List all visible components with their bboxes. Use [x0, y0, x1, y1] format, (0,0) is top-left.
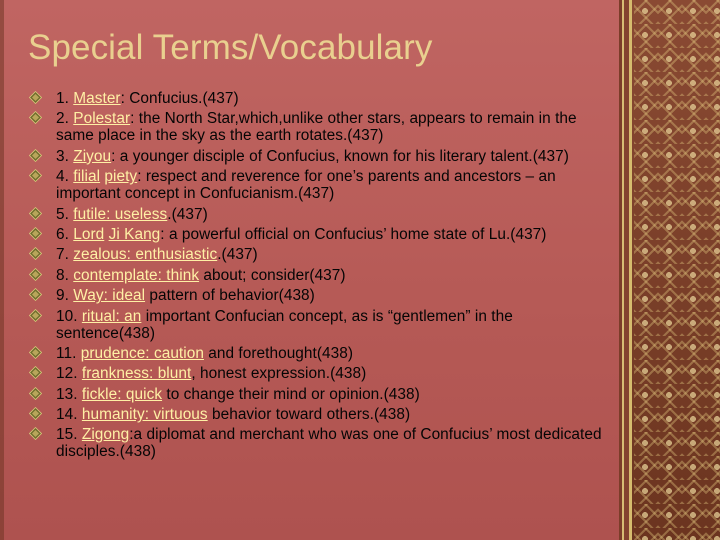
- item-number: 5.: [56, 205, 69, 223]
- vocabulary-term-link[interactable]: Way: ideal: [73, 287, 146, 305]
- definition-text: important Confucian concept, as is “gentlemen” in the sentence(438): [56, 307, 513, 342]
- item-number: 6.: [56, 225, 69, 243]
- definition-text: .(437): [217, 246, 258, 264]
- vocabulary-list: [28, 90, 613, 464]
- slide-title: Special Terms/Vocabulary: [28, 28, 433, 67]
- vocabulary-term-link[interactable]: contemplate: think: [73, 266, 200, 284]
- definition-text: : respect and reverence for one’s parents and ancestors – an important concept in Confucianism.(437): [56, 168, 556, 203]
- item-number: 7.: [56, 246, 69, 264]
- item-number: 2.: [56, 110, 69, 128]
- vocabulary-item: [28, 287, 613, 304]
- diamond-bullet-icon: [29, 288, 42, 301]
- diamond-bullet-icon: [29, 227, 42, 240]
- diamond-bullet-icon: [29, 366, 42, 379]
- vocabulary-term-link[interactable]: fickle: quick: [81, 385, 163, 403]
- item-number: 9.: [56, 287, 69, 305]
- vocabulary-item: [28, 365, 613, 382]
- item-number: 14.: [56, 406, 78, 424]
- vocabulary-item: [28, 308, 613, 342]
- diamond-bullet-icon: [29, 247, 42, 260]
- vocabulary-item: [28, 226, 613, 243]
- diamond-bullet-icon: [29, 149, 42, 162]
- vocabulary-item: [28, 386, 613, 403]
- definition-text: :a diplomat and merchant who was one of Confucius’ most dedicated disciples.(438): [56, 426, 602, 461]
- definition-text: : Confucius.(437): [120, 90, 239, 107]
- diamond-bullet-icon: [29, 407, 42, 420]
- item-number: 11.: [56, 344, 77, 362]
- vocabulary-item: [28, 267, 613, 284]
- vocabulary-term-link[interactable]: zealous: enthusiastic: [73, 246, 218, 264]
- vocabulary-item: [28, 90, 613, 107]
- diamond-bullet-icon: [29, 387, 42, 400]
- diamond-bullet-icon: [29, 268, 42, 281]
- vocabulary-item: [28, 426, 613, 460]
- ornamental-pattern: [634, 0, 720, 540]
- vocabulary-item: [28, 110, 613, 144]
- vocabulary-term-link[interactable]: humanity: virtuous: [81, 406, 208, 424]
- diamond-bullet-icon: [29, 207, 42, 220]
- diamond-bullet-icon: [29, 169, 42, 182]
- definition-text: : the North Star,which,unlike other stars, appears to remain in the same place in the sky as the earth rotates.(437): [56, 110, 577, 145]
- vocabulary-term-link[interactable]: Lord: [73, 225, 105, 243]
- vocabulary-term-link[interactable]: ritual: an: [81, 307, 142, 325]
- vocabulary-term-link[interactable]: filial: [73, 168, 101, 186]
- diamond-bullet-icon: [29, 91, 42, 104]
- definition-text: to change their mind or opinion.(438): [162, 385, 420, 403]
- vocabulary-term-link[interactable]: frankness: blunt: [81, 365, 192, 383]
- vocabulary-item: [28, 148, 613, 165]
- diamond-bullet-icon: [29, 111, 42, 124]
- vocabulary-term-link[interactable]: piety: [104, 168, 138, 186]
- right-decorative-border: [619, 0, 720, 540]
- item-number: 4.: [56, 168, 69, 186]
- diamond-bullet-icon: [29, 309, 42, 322]
- vocabulary-term-link[interactable]: futile: useless: [73, 205, 168, 223]
- definition-text: about; consider(437): [199, 266, 346, 284]
- definition-text: .(437): [167, 205, 208, 223]
- vocabulary-term-link[interactable]: Zigong: [81, 426, 130, 444]
- vocabulary-term-link[interactable]: Master: [73, 90, 121, 107]
- item-number: 15.: [56, 426, 78, 444]
- definition-text: : a powerful official on Confucius’ home state of Lu.(437): [160, 225, 547, 243]
- item-number: 1.: [56, 90, 69, 107]
- item-number: 10.: [56, 307, 78, 325]
- definition-text: and forethought(438): [203, 344, 354, 362]
- diamond-bullet-icon: [29, 427, 42, 440]
- item-number: 12.: [56, 365, 78, 383]
- vocabulary-item: [28, 345, 613, 362]
- vocabulary-item: [28, 246, 613, 263]
- definition-text: : a younger disciple of Confucius, known for his literary talent.(437): [111, 147, 569, 165]
- left-frame-line: [0, 0, 4, 540]
- definition-text: behavior toward others.(438): [207, 406, 411, 424]
- item-number: 8.: [56, 266, 69, 284]
- vocabulary-term-link[interactable]: Ziyou: [73, 147, 112, 165]
- vocabulary-term-link[interactable]: Ji Kang: [108, 225, 161, 243]
- vocabulary-item: [28, 168, 613, 202]
- definition-text: , honest expression.(438): [191, 365, 367, 383]
- vocabulary-item: [28, 206, 613, 223]
- diamond-bullet-icon: [29, 346, 42, 359]
- item-number: 3.: [56, 147, 69, 165]
- vocabulary-term-link[interactable]: prudence: caution: [80, 344, 204, 362]
- vocabulary-term-link[interactable]: Polestar: [73, 110, 131, 128]
- definition-text: pattern of behavior(438): [145, 287, 315, 305]
- vocabulary-item: [28, 406, 613, 423]
- item-number: 13.: [56, 385, 78, 403]
